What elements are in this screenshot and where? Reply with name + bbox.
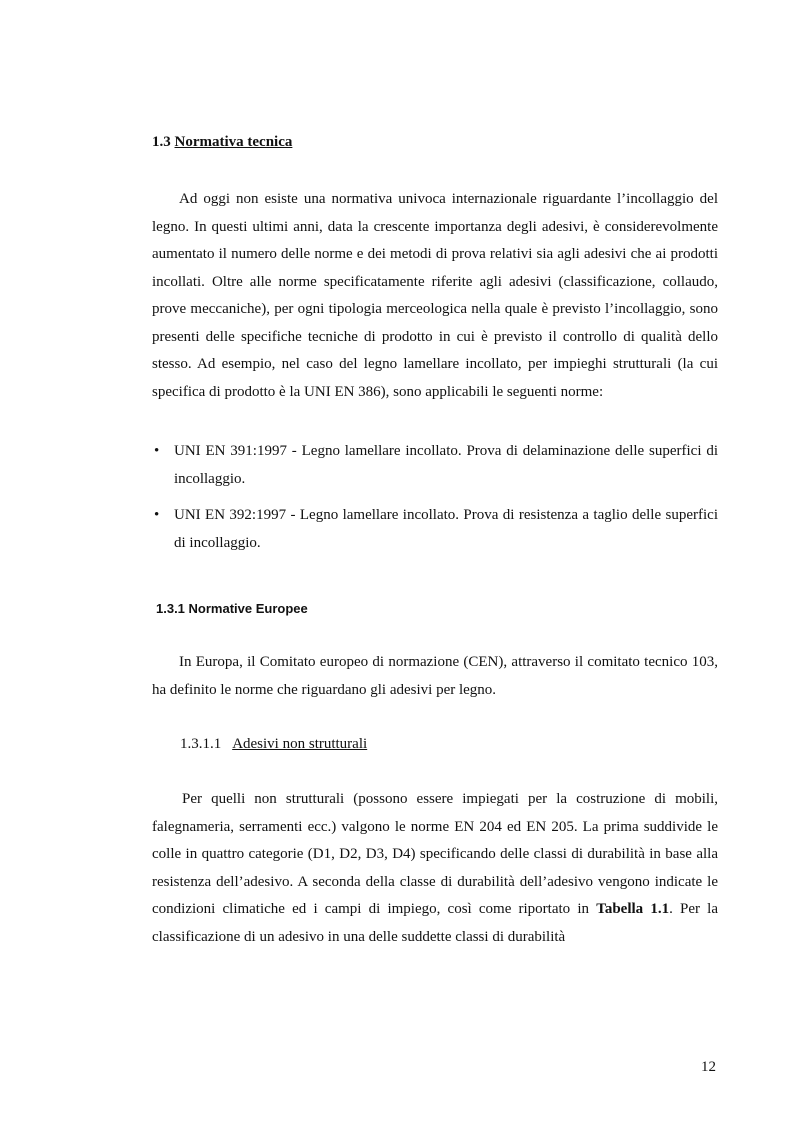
norm-text: UNI EN 391:1997 - Legno lamellare incollato. Prova di delaminazione delle superfici di incollaggio. — [174, 443, 718, 487]
bullet-icon: • — [154, 507, 160, 523]
subsubsection-number: 1.3.1.1 — [180, 736, 222, 752]
list-item — [152, 437, 718, 493]
page-number: 12 — [701, 1059, 716, 1075]
cen-paragraph: In Europa, il Comitato europeo di normazione (CEN), attraverso il comitato tecnico 103, ha definito le norme che riguardano gli adesivi per legno. — [152, 654, 718, 698]
paragraph-text-after: . Per la classificazione di un adesivo in una delle suddette classi di durabilità — [152, 901, 718, 945]
norms-list — [152, 437, 718, 565]
section-number: 1.3 — [152, 134, 171, 150]
subsection-heading: 1.3.1 Normative Europee — [156, 601, 308, 616]
section-heading — [152, 132, 292, 152]
table-reference: Tabella 1.1 — [596, 901, 670, 917]
non-structural-paragraph — [152, 786, 718, 951]
subsubsection-title: Adesivi non strutturali — [232, 736, 368, 752]
intro-paragraph: Ad oggi non esiste una normativa univoca internazionale riguardante l’incollaggio del legno. In questi ultimi anni, data la crescente importanza degli adesivi, è considerevolmente aumentato il numero delle norme e dei metodi di prova relativi sia agli adesivi che ai prodotti incollati. Oltre alle norme specificatamente riferite agli adesivi (classificazione, collaudo, prove meccaniche), per ogni tipologia merceologica nella quale è previsto l’incollaggio, sono presenti delle specifiche tecniche di prodotto in cui è previsto il controllo di qualità dello stesso. Ad esempio, nel caso del legno lamellare incollato, per impieghi strutturali (la cui specifica di prodotto è la UNI EN 386), sono applicabili le seguenti norme: — [152, 191, 718, 400]
paragraph-text: Per quelli non strutturali (possono essere impiegati per la costruzione di mobili, falegnameria, serramenti ecc.) valgono le norme EN 204 ed EN 205. La prima suddivide le colle in quattro categorie (D1, D2, D3, D4) specificando delle classi di durabilità in base alla resistenza dell’adesivo. A seconda della classe di durabilità dell’adesivo vengono indicate le condizioni climatiche ed i campi di impiego, così come riportato in — [152, 791, 718, 917]
norm-text: UNI EN 392:1997 - Legno lamellare incollato. Prova di resistenza a taglio delle superfici di incollaggio. — [174, 507, 718, 551]
list-item — [152, 501, 718, 557]
bullet-icon: • — [154, 443, 160, 459]
subsubsection-heading — [180, 734, 367, 754]
section-title: Normativa tecnica — [174, 134, 293, 150]
